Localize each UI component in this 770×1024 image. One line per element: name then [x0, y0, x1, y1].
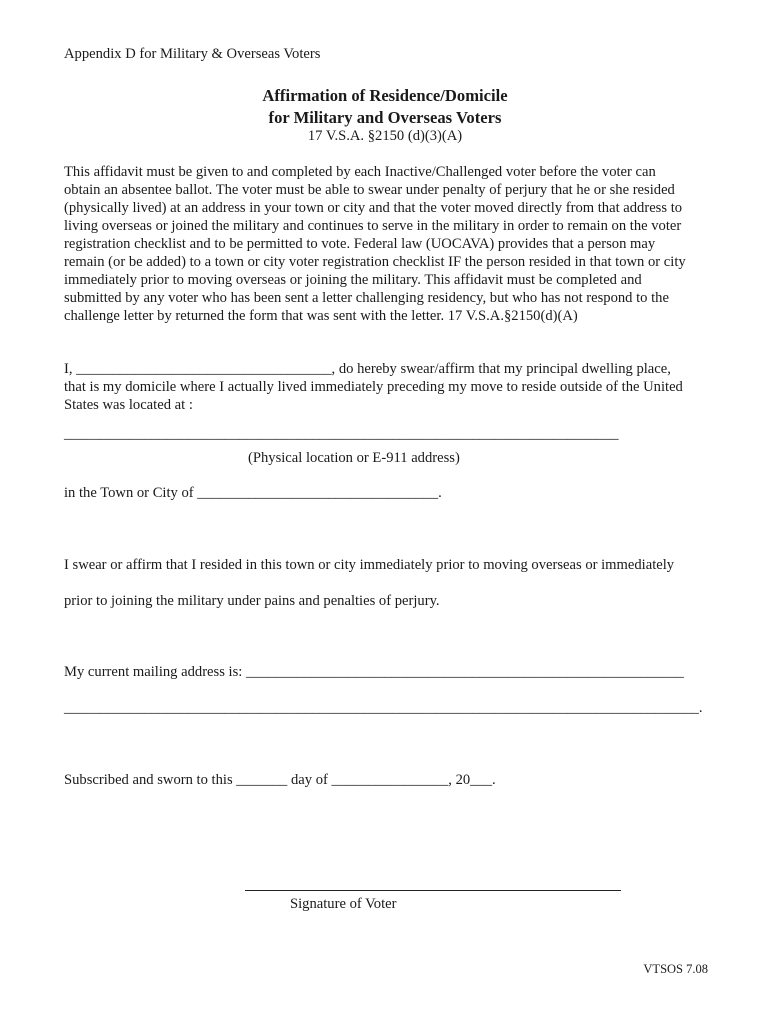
physical-address-caption: (Physical location or E-911 address)	[248, 450, 460, 466]
intro-line: registration checklist and to be permitted to vote. Federal law (UOCAVA) provides that a person may	[64, 236, 656, 252]
intro-line: challenge letter by returned the form that was sent with the letter. 17 V.S.A.§2150(d)(A)	[64, 308, 578, 324]
oath-line: prior to joining the military under pains and penalties of perjury.	[64, 593, 440, 609]
signature-line[interactable]	[245, 890, 621, 891]
intro-line: submitted by any voter who has been sent a letter challenging residency, but who has not respond to the	[64, 290, 669, 306]
subscribed-sworn-line[interactable]: Subscribed and sworn to this _______ day of ________________, 20___.	[64, 772, 496, 788]
declaration-line: States was located at :	[64, 397, 193, 413]
intro-line: (physically lived) at an address in your town or city and that the voter moved directly from that address to	[64, 200, 683, 216]
oath-line: I swear or affirm that I resided in this town or city immediately prior to moving overseas or immediately	[64, 557, 675, 573]
intro-line: living overseas or joined the military and continues to serve in the military in order to remain on the voter	[64, 218, 682, 234]
statute-citation: 17 V.S.A. §2150 (d)(3)(A)	[307, 128, 463, 144]
name-declaration-line[interactable]: I, ___________________________________, do hereby swear/affirm that my principal dwelling place,	[64, 361, 671, 377]
intro-line: remain (or be added) to a town or city voter registration checklist IF the person resided in that town or city	[64, 254, 686, 270]
form-code: VTSOS 7.08	[643, 962, 708, 976]
mailing-address-field[interactable]: My current mailing address is: ____________________________________________________________	[64, 664, 684, 680]
signature-caption: Signature of Voter	[290, 896, 397, 912]
intro-line: This affidavit must be given to and completed by each Inactive/Challenged voter before the voter can	[64, 164, 656, 180]
intro-line: immediately prior to moving overseas or joining the military. This affidavit must be completed and	[64, 272, 642, 288]
form-title-line-2: for Military and Overseas Voters	[268, 108, 502, 127]
mailing-address-field-continued[interactable]: _______________________________________________________________________________________.	[64, 700, 703, 716]
physical-address-field[interactable]: ____________________________________________________________________________	[64, 426, 619, 442]
form-title-line-1: Affirmation of Residence/Domicile	[262, 86, 508, 105]
appendix-heading: Appendix D for Military & Overseas Voters	[64, 46, 321, 62]
declaration-line: that is my domicile where I actually lived immediately preceding my move to reside outside of the United	[64, 379, 683, 395]
town-or-city-field[interactable]: in the Town or City of _________________________________.	[64, 485, 442, 501]
intro-line: obtain an absentee ballot. The voter must be able to swear under penalty of perjury that he or she resided	[64, 182, 675, 198]
